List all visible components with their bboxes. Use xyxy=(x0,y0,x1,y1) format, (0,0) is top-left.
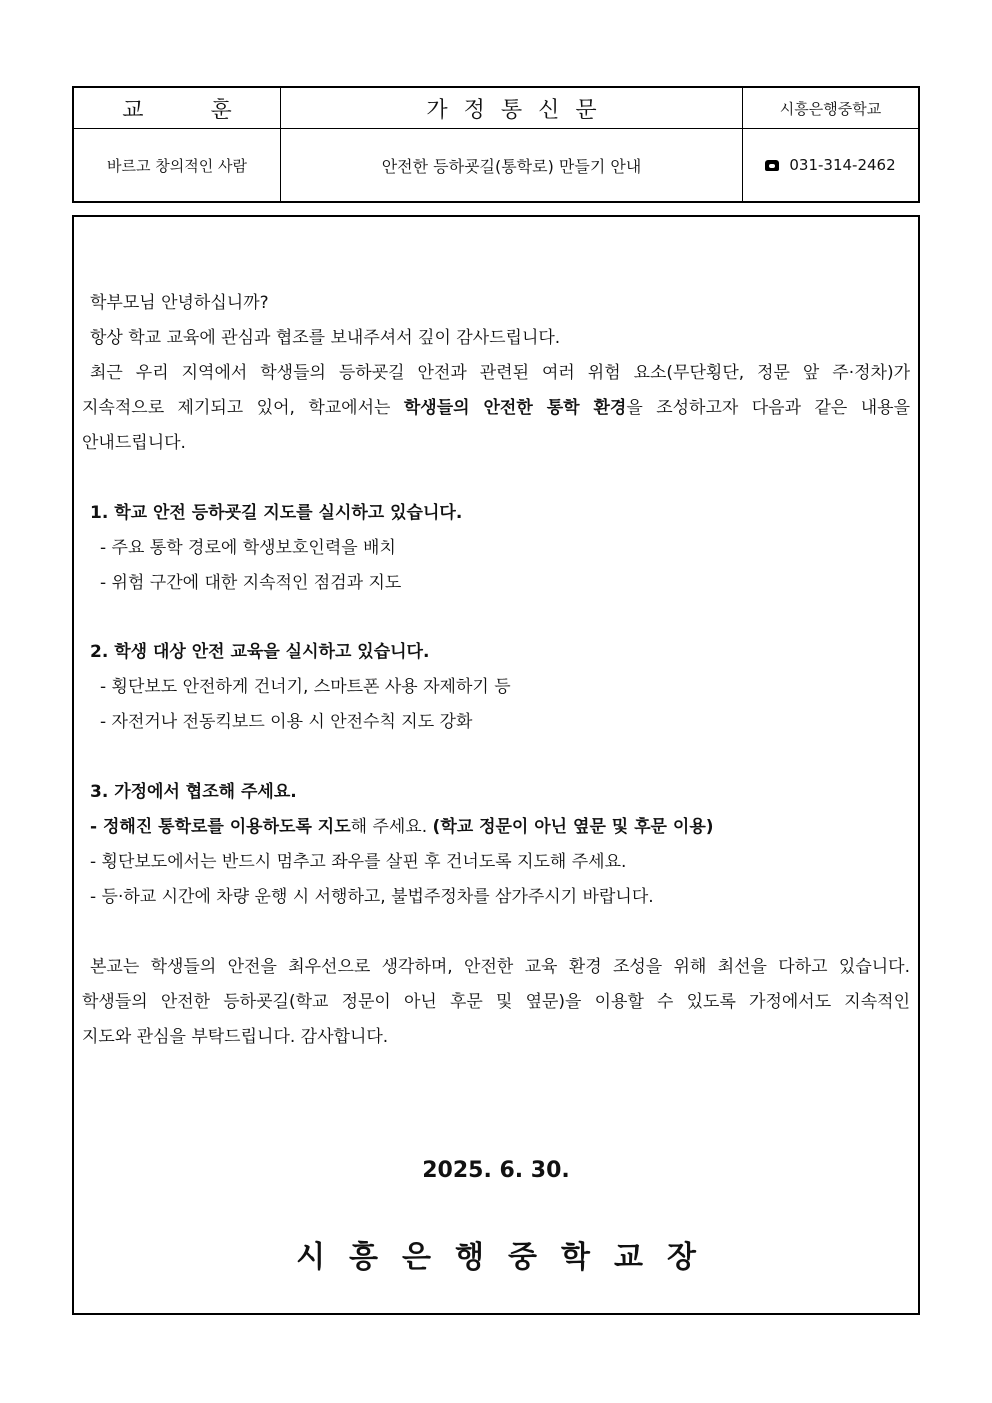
thanks-line: 항상 학교 교육에 관심과 협조를 보내주셔서 깊이 감사드립니다. xyxy=(90,328,561,348)
newsletter-title: 가정통신문 xyxy=(426,97,613,123)
issue-date: 2025. 6. 30. xyxy=(422,1158,570,1183)
phone-cell xyxy=(743,129,918,201)
list-item: - 횡단보도에서는 반드시 멈추고 좌우를 살핀 후 건너도록 지도해 주세요. xyxy=(90,852,627,872)
principal-signature: 시흥은행중학교장 xyxy=(296,1240,720,1275)
header-table xyxy=(72,86,920,203)
greeting: 학부모님 안녕하십니까? xyxy=(90,293,269,313)
motto-title-cell xyxy=(74,88,280,128)
closing-line-3: 지도와 관심을 부탁드립니다. 감사합니다. xyxy=(82,1027,389,1047)
section-1-heading: 1. 학교 안전 등하굣길 지도를 실시하고 있습니다. xyxy=(90,503,463,523)
section-2-heading: 2. 학생 대상 안전 교육을 실시하고 있습니다. xyxy=(90,642,430,662)
closing-line-2: 학생들의 안전한 등하굣길(학교 정문이 아닌 후문 및 옆문)을 이용할 수 있도록 가정에서도 지속적인 xyxy=(82,992,910,1012)
newsletter-title-cell xyxy=(281,88,742,128)
list-item: - 등·하교 시간에 차량 운행 시 서행하고, 불법주정차를 삼가주시기 바랍니다. xyxy=(90,887,654,907)
school-name: 시흥은행중학교 xyxy=(779,99,882,118)
intro-line-2: 지속적으로 제기되고 있어, 학교에서는 학생들의 안전한 통학 환경을 조성하고자 다음과 같은 내용을 xyxy=(82,398,910,418)
section-3-heading: 3. 가정에서 협조해 주세요. xyxy=(90,782,297,802)
closing-line-1: 본교는 학생들의 안전을 최우선으로 생각하며, 안전한 교육 환경 조성을 위해 최선을 다하고 있습니다. xyxy=(90,957,910,977)
motto-text: 바르고 창의적인 사람 xyxy=(107,156,247,175)
telephone-icon xyxy=(765,160,779,171)
list-item: - 정해진 통학로를 이용하도록 지도해 주세요. (학교 정문이 아닌 옆문 및 후문 이용) xyxy=(90,817,714,837)
motto-title: 교 훈 xyxy=(122,97,262,123)
subject-cell xyxy=(281,129,742,201)
subject-title: 안전한 등하굣길(통학로) 만들기 안내 xyxy=(381,156,642,176)
school-name-cell xyxy=(743,88,918,128)
intro-line-3: 안내드립니다. xyxy=(82,433,186,453)
list-item: - 횡단보도 안전하게 건너기, 스마트폰 사용 자제하기 등 xyxy=(100,677,511,697)
emphasis-safe-commute: 학생들의 안전한 통학 환경 xyxy=(403,398,627,418)
phone-number: 031-314-2462 xyxy=(789,156,896,174)
list-item: - 주요 통학 경로에 학생보호인력을 배치 xyxy=(100,538,396,558)
list-item: - 자전거나 전동킥보드 이용 시 안전수칙 지도 강화 xyxy=(100,712,473,732)
list-item: - 위험 구간에 대한 지속적인 점검과 지도 xyxy=(100,573,402,593)
motto-cell xyxy=(74,129,280,201)
intro-line-1: 최근 우리 지역에서 학생들의 등하굣길 안전과 관련된 여러 위험 요소(무단횡단, 정문 앞 주·정차)가 xyxy=(90,363,910,383)
